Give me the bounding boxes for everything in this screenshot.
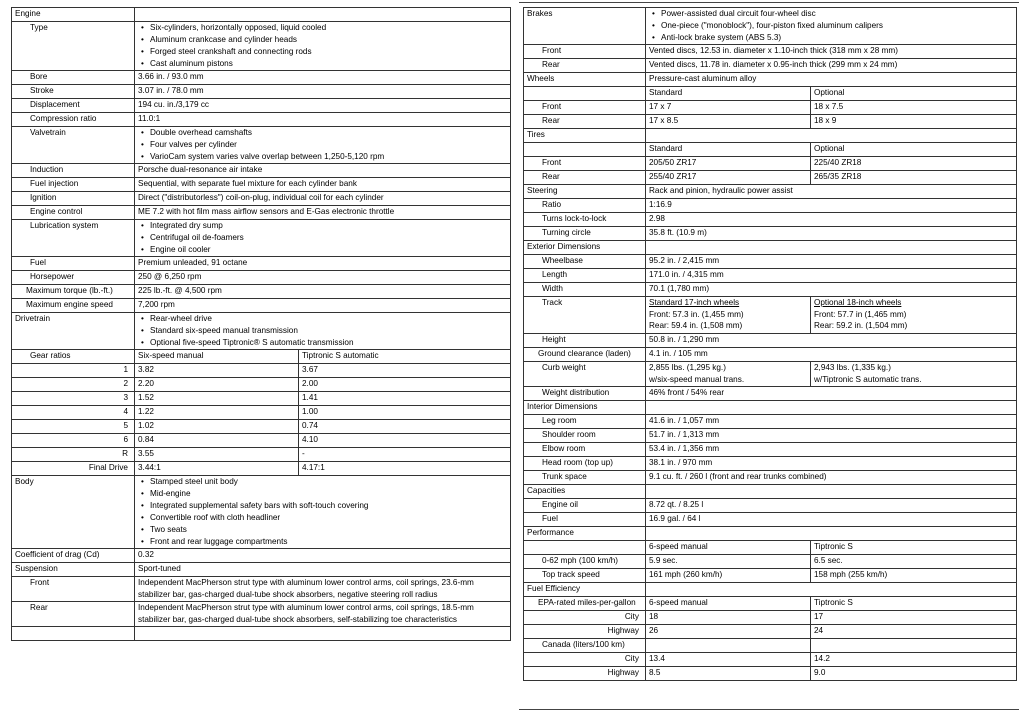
final-drive-label: Final Drive xyxy=(12,462,135,476)
tire-front-standard: 205/50 ZR17 xyxy=(646,157,811,171)
performance-label: Performance xyxy=(524,527,646,541)
fuel-injection-value: Sequential, with separate fuel mixture for each cylinder bank xyxy=(135,178,511,192)
fuel-value: Premium unleaded, 91 octane xyxy=(135,257,511,271)
front-suspension-label: Front xyxy=(12,577,135,602)
wheels-label: Wheels xyxy=(524,73,646,87)
gear-number: 5 xyxy=(12,420,135,434)
track-standard-rear: Rear: 59.4 in. (1,508 mm) xyxy=(649,321,743,330)
list-item: • Rear-wheel drive xyxy=(138,313,507,325)
wheel-col-optional: Optional xyxy=(811,87,1017,101)
wheels-value: Pressure-cast aluminum alloy xyxy=(646,73,1017,87)
tire-rear-standard: 255/40 ZR17 xyxy=(646,171,811,185)
body-list xyxy=(135,476,511,549)
gear-ratios-label: Gear ratios xyxy=(12,350,135,364)
body-label: Body xyxy=(12,476,135,549)
list-item: • Convertible roof with cloth headliner xyxy=(138,512,507,524)
list-item: • Centrifugal oil de-foamers xyxy=(138,232,507,244)
list-item: • Six-cylinders, horizontally opposed, liquid cooled xyxy=(138,22,507,34)
shoulder-value: 51.7 in. / 1,313 mm xyxy=(646,429,1017,443)
trunk-label: Trunk space xyxy=(524,471,646,485)
rear-suspension-label: Rear xyxy=(12,602,135,627)
curb-tiptronic-note: w/Tiptronic S automatic trans. xyxy=(814,374,922,384)
list-item: • Front and rear luggage compartments xyxy=(138,536,507,548)
fuel-label: Fuel xyxy=(12,257,135,271)
track-optional xyxy=(811,297,1017,334)
list-item: • Stamped steel unit body xyxy=(138,476,507,488)
gear-manual: 3.82 xyxy=(135,364,299,378)
gear-tiptronic: 2.00 xyxy=(299,378,511,392)
highway-manual: 26 xyxy=(646,625,811,639)
tire-rear-label: Rear xyxy=(524,171,646,185)
max-speed-value: 7,200 rpm xyxy=(135,299,511,313)
gear-number: 6 xyxy=(12,434,135,448)
chassis-spec-table xyxy=(523,7,1017,681)
track-standard-front: Front: 57.3 in. (1,455 mm) xyxy=(649,309,744,319)
gear-manual: 3.55 xyxy=(135,448,299,462)
list-item: • Integrated dry sump xyxy=(138,220,507,232)
induction-value: Porsche dual-resonance air intake xyxy=(135,164,511,178)
perf-col-manual: 6-speed manual xyxy=(646,541,811,555)
list-item: • Double overhead camshafts xyxy=(138,127,507,139)
accel-manual: 5.9 sec. xyxy=(646,555,811,569)
width-value: 70.1 (1,780 mm) xyxy=(646,283,1017,297)
lubrication-list xyxy=(135,220,511,257)
stroke-label: Stroke xyxy=(12,85,135,99)
epa-col-tiptronic: Tiptronic S xyxy=(811,597,1017,611)
front-suspension-value: Independent MacPherson strut type with aluminum lower control arms, coil springs, 23.6-mm stabilizer bar, gas-charged dual-tube shock absorbers, negative steering roll radius xyxy=(135,577,511,602)
gear-col-manual: Six-speed manual xyxy=(135,350,299,364)
torque-label: Maximum torque (lb.-ft.) xyxy=(12,285,135,299)
gear-col-tiptronic: Tiptronic S automatic xyxy=(299,350,511,364)
clearance-label: Ground clearance (laden) xyxy=(524,348,646,362)
type-list xyxy=(135,22,511,71)
head-value: 38.1 in. / 970 mm xyxy=(646,457,1017,471)
track-standard-heading: Standard 17-inch wheels xyxy=(649,298,740,307)
fuel-injection-label: Fuel injection xyxy=(12,178,135,192)
final-drive-manual: 3.44:1 xyxy=(135,462,299,476)
top-speed-tiptronic: 158 mph (255 km/h) xyxy=(811,569,1017,583)
brake-front-label: Front xyxy=(524,45,646,59)
brakes-label: Brakes xyxy=(524,8,646,45)
weight-dist-value: 46% front / 54% rear xyxy=(646,387,1017,401)
track-standard xyxy=(646,297,811,334)
ignition-value: Direct ("distributorless") coil-on-plug, individual coil for each cylinder xyxy=(135,192,511,206)
curb-manual-weight: 2,855 lbs. (1,295 kg.) xyxy=(649,363,726,372)
gear-tiptronic: - xyxy=(299,448,511,462)
wheel-front-standard: 17 x 7 xyxy=(646,101,811,115)
length-label: Length xyxy=(524,269,646,283)
valvetrain-list xyxy=(135,127,511,164)
oil-value: 8.72 qt. / 8.25 l xyxy=(646,499,1017,513)
highway-tiptronic: 24 xyxy=(811,625,1017,639)
suspension-value: Sport-tuned xyxy=(135,563,511,577)
induction-label: Induction xyxy=(12,164,135,178)
tire-front-optional: 225/40 ZR18 xyxy=(811,157,1017,171)
leg-label: Leg room xyxy=(524,415,646,429)
lubrication-label: Lubrication system xyxy=(12,220,135,257)
curb-manual-note: w/six-speed manual trans. xyxy=(649,374,745,384)
engine-control-label: Engine control xyxy=(12,206,135,220)
city-tiptronic: 17 xyxy=(811,611,1017,625)
wheel-col-standard: Standard xyxy=(646,87,811,101)
track-optional-front: Front: 57.7 in (1,465 mm) xyxy=(814,309,907,319)
epa-label: EPA-rated miles-per-gallon xyxy=(524,597,646,611)
gear-tiptronic: 1.00 xyxy=(299,406,511,420)
section-engine: Engine xyxy=(12,8,135,22)
page-bottom-rule xyxy=(519,709,1019,710)
final-drive-tiptronic: 4.17:1 xyxy=(299,462,511,476)
brake-front-value: Vented discs, 12.53 in. diameter x 1.10-inch thick (318 mm x 28 mm) xyxy=(646,45,1017,59)
canada-highway-tiptronic: 9.0 xyxy=(811,667,1017,681)
weight-dist-label: Weight distribution xyxy=(524,387,646,401)
horsepower-label: Horsepower xyxy=(12,271,135,285)
canada-label: Canada (liters/100 km) xyxy=(524,639,646,653)
canada-highway-label: Highway xyxy=(524,667,646,681)
horsepower-value: 250 @ 6,250 rpm xyxy=(135,271,511,285)
wheelbase-value: 95.2 in. / 2,415 mm xyxy=(646,255,1017,269)
gear-number: R xyxy=(12,448,135,462)
curb-label: Curb weight xyxy=(524,362,646,387)
gear-number: 3 xyxy=(12,392,135,406)
table-row xyxy=(12,434,511,448)
gear-tiptronic: 0.74 xyxy=(299,420,511,434)
leg-value: 41.6 in. / 1,057 mm xyxy=(646,415,1017,429)
wheel-rear-optional: 18 x 9 xyxy=(811,115,1017,129)
cap-fuel-value: 16.9 gal. / 64 l xyxy=(646,513,1017,527)
head-label: Head room (top up) xyxy=(524,457,646,471)
cap-fuel-label: Fuel xyxy=(524,513,646,527)
gear-tiptronic: 4.10 xyxy=(299,434,511,448)
type-label: Type xyxy=(12,22,135,71)
perf-col-tiptronic: Tiptronic S xyxy=(811,541,1017,555)
track-optional-heading: Optional 18-inch wheels xyxy=(814,298,902,307)
steering-value: Rack and pinion, hydraulic power assist xyxy=(646,185,1017,199)
table-row xyxy=(12,364,511,378)
shoulder-label: Shoulder room xyxy=(524,429,646,443)
cd-value: 0.32 xyxy=(135,549,511,563)
bore-label: Bore xyxy=(12,71,135,85)
tire-front-label: Front xyxy=(524,157,646,171)
table-row xyxy=(12,392,511,406)
list-item: • Engine oil cooler xyxy=(138,244,507,256)
canada-city-tiptronic: 14.2 xyxy=(811,653,1017,667)
accel-label: 0-62 mph (100 km/h) xyxy=(524,555,646,569)
tire-col-optional: Optional xyxy=(811,143,1017,157)
wheel-rear-standard: 17 x 8.5 xyxy=(646,115,811,129)
list-item: • Anti-lock brake system (ABS 5.3) xyxy=(649,32,1013,44)
elbow-label: Elbow room xyxy=(524,443,646,457)
capacities-label: Capacities xyxy=(524,485,646,499)
top-speed-manual: 161 mph (260 km/h) xyxy=(646,569,811,583)
track-label: Track xyxy=(524,297,646,334)
displacement-label: Displacement xyxy=(12,99,135,113)
gear-number: 2 xyxy=(12,378,135,392)
drivetrain-list xyxy=(135,313,511,350)
compression-value: 11.0:1 xyxy=(135,113,511,127)
brake-rear-label: Rear xyxy=(524,59,646,73)
curb-tiptronic xyxy=(811,362,1017,387)
stroke-value: 3.07 in. / 78.0 mm xyxy=(135,85,511,99)
list-item: • Cast aluminum pistons xyxy=(138,58,507,70)
elbow-value: 53.4 in. / 1,356 mm xyxy=(646,443,1017,457)
height-value: 50.8 in. / 1,290 mm xyxy=(646,334,1017,348)
gear-manual: 0.84 xyxy=(135,434,299,448)
turns-label: Turns lock-to-lock xyxy=(524,213,646,227)
compression-label: Compression ratio xyxy=(12,113,135,127)
length-value: 171.0 in. / 4,315 mm xyxy=(646,269,1017,283)
bore-value: 3.66 in. / 93.0 mm xyxy=(135,71,511,85)
rear-suspension-value: Independent MacPherson strut type with aluminum lower control arms, coil springs, 18.5-mm stabilizer bar, gas-charged dual-tube shock absorbers, self-stabilizing toe characteristics xyxy=(135,602,511,627)
gear-tiptronic: 3.67 xyxy=(299,364,511,378)
canada-city-manual: 13.4 xyxy=(646,653,811,667)
accel-tiptronic: 6.5 sec. xyxy=(811,555,1017,569)
clearance-value: 4.1 in. / 105 mm xyxy=(646,348,1017,362)
track-optional-rear: Rear: 59.2 in. (1,504 mm) xyxy=(814,321,908,330)
cd-label: Coefficient of drag (Cd) xyxy=(12,549,135,563)
ratio-value: 1:16.9 xyxy=(646,199,1017,213)
circle-label: Turning circle xyxy=(524,227,646,241)
engine-control-value: ME 7.2 with hot film mass airflow sensors and E-Gas electronic throttle xyxy=(135,206,511,220)
tire-col-standard: Standard xyxy=(646,143,811,157)
list-item: • Four valves per cylinder xyxy=(138,139,507,151)
page-top-rule xyxy=(519,2,1019,3)
torque-value: 225 lb.-ft. @ 4,500 rpm xyxy=(135,285,511,299)
height-label: Height xyxy=(524,334,646,348)
list-item: • Aluminum crankcase and cylinder heads xyxy=(138,34,507,46)
wheel-front-label: Front xyxy=(524,101,646,115)
max-speed-label: Maximum engine speed xyxy=(12,299,135,313)
gear-tiptronic: 1.41 xyxy=(299,392,511,406)
tires-label: Tires xyxy=(524,129,646,143)
list-item: • Forged steel crankshaft and connecting rods xyxy=(138,46,507,58)
ignition-label: Ignition xyxy=(12,192,135,206)
engine-spec-table xyxy=(11,7,511,641)
wheel-rear-label: Rear xyxy=(524,115,646,129)
valvetrain-label: Valvetrain xyxy=(12,127,135,164)
list-item: • Standard six-speed manual transmission xyxy=(138,325,507,337)
wheelbase-label: Wheelbase xyxy=(524,255,646,269)
wheel-front-optional: 18 x 7.5 xyxy=(811,101,1017,115)
list-item: • Optional five-speed Tiptronic® S automatic transmission xyxy=(138,337,507,349)
width-label: Width xyxy=(524,283,646,297)
tire-rear-optional: 265/35 ZR18 xyxy=(811,171,1017,185)
curb-manual xyxy=(646,362,811,387)
table-row xyxy=(12,406,511,420)
list-item: • Integrated supplemental safety bars with soft-touch covering xyxy=(138,500,507,512)
list-item: • Power-assisted dual circuit four-wheel disc xyxy=(649,8,1013,20)
highway-label: Highway xyxy=(524,625,646,639)
epa-col-manual: 6-speed manual xyxy=(646,597,811,611)
list-item: • VarioCam system varies valve overlap between 1,250-5,120 rpm xyxy=(138,151,507,163)
gear-number: 4 xyxy=(12,406,135,420)
gear-manual: 1.22 xyxy=(135,406,299,420)
city-label: City xyxy=(524,611,646,625)
brakes-list xyxy=(646,8,1017,45)
suspension-label: Suspension xyxy=(12,563,135,577)
gear-number: 1 xyxy=(12,364,135,378)
list-item: • Mid-engine xyxy=(138,488,507,500)
turns-value: 2.98 xyxy=(646,213,1017,227)
ratio-label: Ratio xyxy=(524,199,646,213)
table-row xyxy=(12,378,511,392)
curb-tiptronic-weight: 2,943 lbs. (1,335 kg.) xyxy=(814,363,891,372)
table-row xyxy=(12,420,511,434)
brake-rear-value: Vented discs, 11.78 in. diameter x 0.95-inch thick (299 mm x 24 mm) xyxy=(646,59,1017,73)
interior-label: Interior Dimensions xyxy=(524,401,646,415)
gear-manual: 2.20 xyxy=(135,378,299,392)
gear-manual: 1.02 xyxy=(135,420,299,434)
drivetrain-label: Drivetrain xyxy=(12,313,135,350)
table-row xyxy=(12,448,511,462)
circle-value: 35.8 ft. (10.9 m) xyxy=(646,227,1017,241)
gear-manual: 1.52 xyxy=(135,392,299,406)
oil-label: Engine oil xyxy=(524,499,646,513)
fuel-efficiency-label: Fuel Efficiency xyxy=(524,583,646,597)
displacement-value: 194 cu. in./3,179 cc xyxy=(135,99,511,113)
trunk-value: 9.1 cu. ft. / 260 l (front and rear trunks combined) xyxy=(646,471,1017,485)
city-manual: 18 xyxy=(646,611,811,625)
steering-label: Steering xyxy=(524,185,646,199)
exterior-label: Exterior Dimensions xyxy=(524,241,646,255)
list-item: • Two seats xyxy=(138,524,507,536)
canada-highway-manual: 8.5 xyxy=(646,667,811,681)
list-item: • One-piece ("monoblock"), four-piston fixed aluminum calipers xyxy=(649,20,1013,32)
canada-city-label: City xyxy=(524,653,646,667)
top-speed-label: Top track speed xyxy=(524,569,646,583)
